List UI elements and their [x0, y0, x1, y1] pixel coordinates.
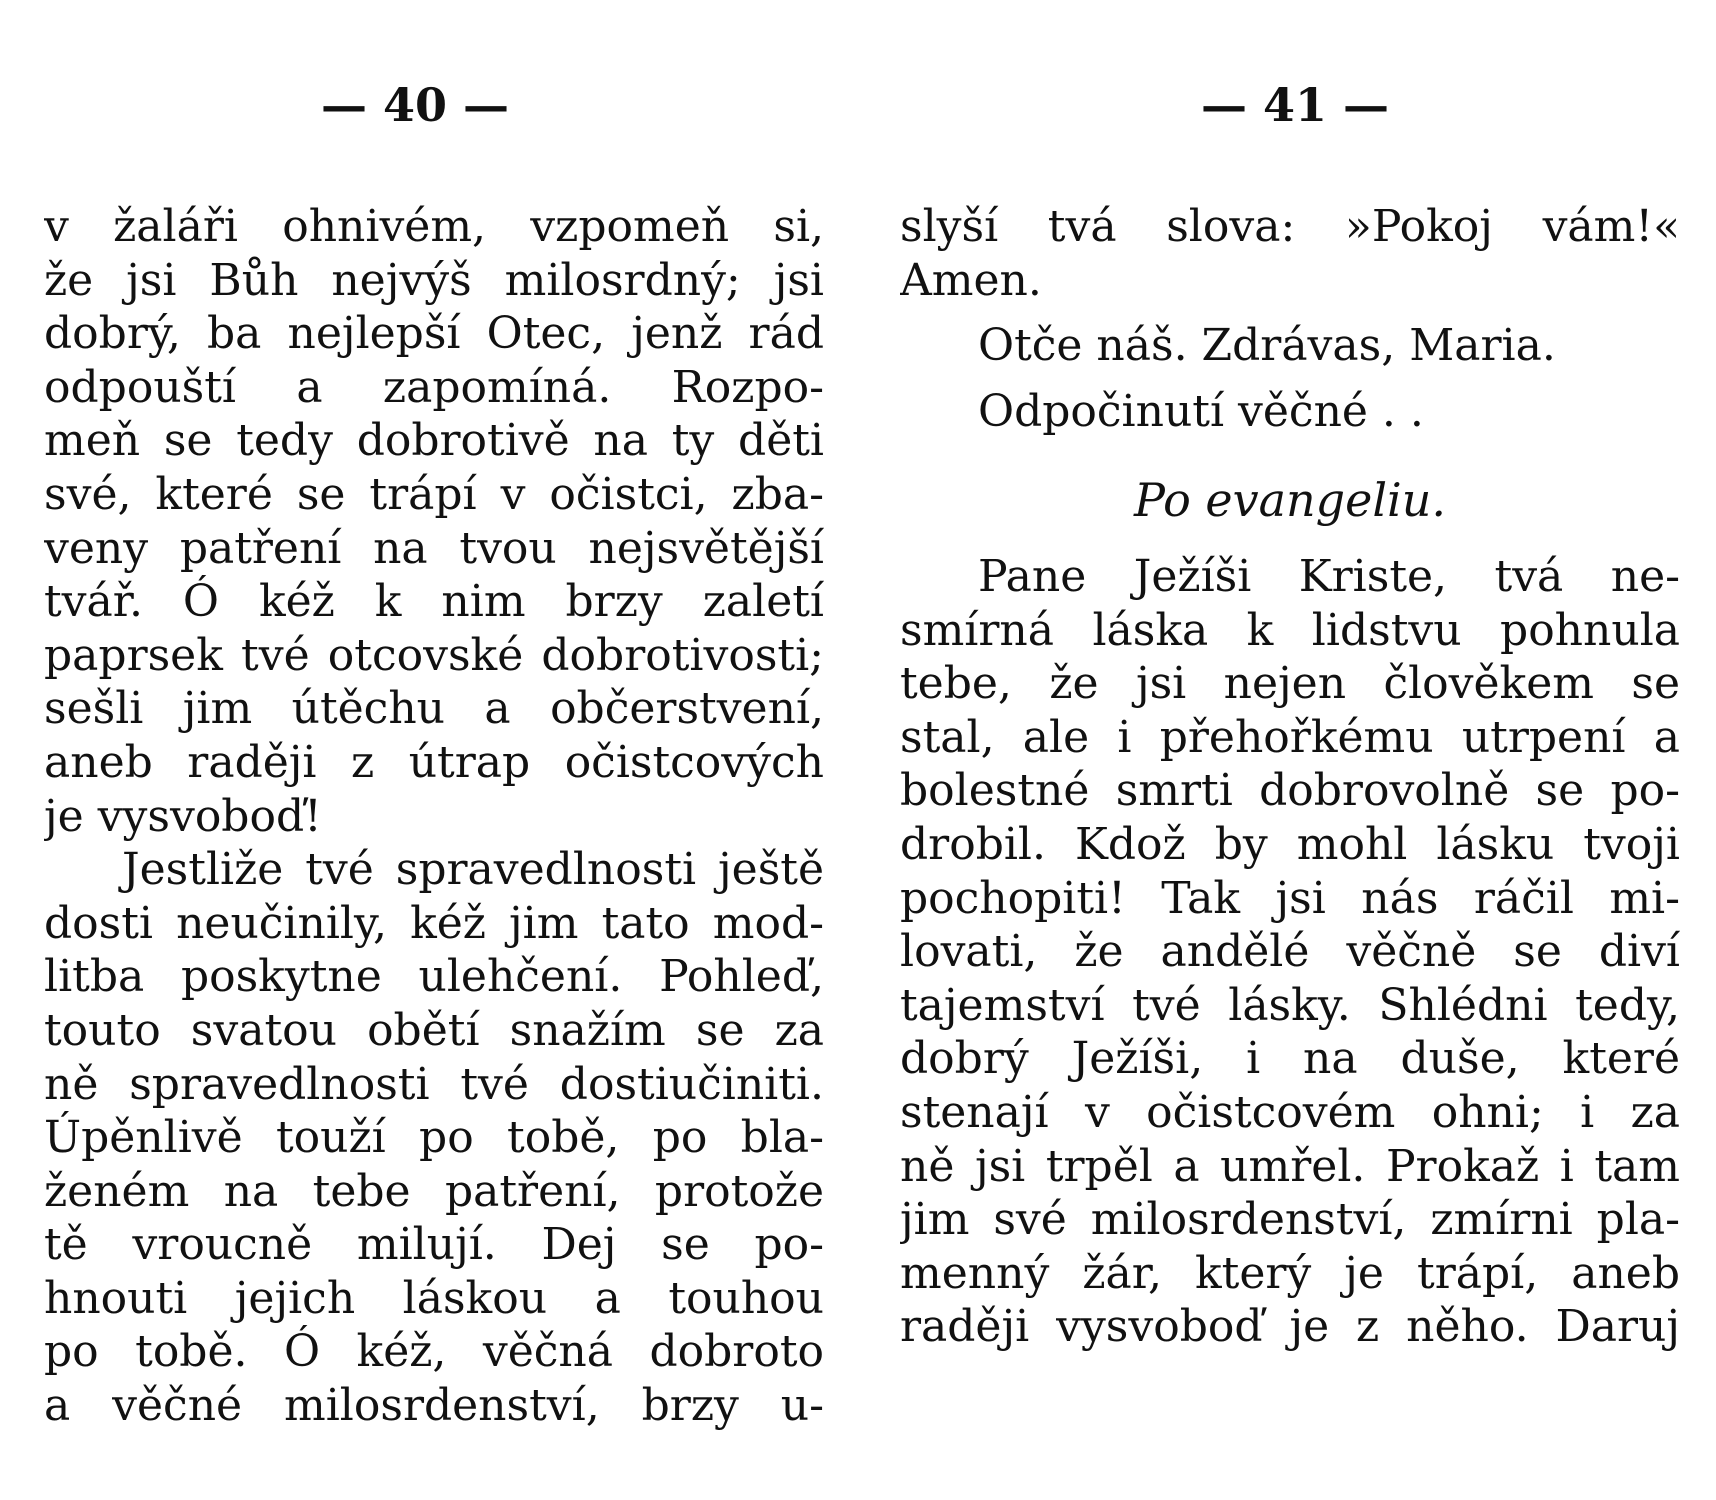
- text-line: meň se tedy dobrotivě na ty děti: [44, 415, 824, 467]
- text-line: je vysvoboď!: [44, 790, 322, 842]
- text-line: v žaláři ohnivém, vzpomeň si,: [44, 201, 824, 252]
- text-line: jim své milosrdenství, zmírni pla-: [900, 1194, 1680, 1246]
- text-line: dobrý, ba nejlepší Otec, jenž rád: [44, 308, 824, 360]
- section-heading: Po evangeliu.: [1133, 473, 1446, 528]
- text-line: po tobě. Ó kéž, věčná dobroto: [44, 1326, 824, 1378]
- text-line: aneb raději z útrap očistcových: [44, 736, 824, 788]
- text-line: lovati, že andělé věčně se diví: [900, 926, 1680, 978]
- text-line: slyší tvá slova: »Pokoj vám!«: [900, 201, 1680, 252]
- text-line: stal, ale i přehořkému utrpení a: [900, 711, 1680, 763]
- text-line: sešli jim útěchu a občerstvení,: [44, 683, 824, 735]
- text-line: paprsek tvé otcovské dobrotivosti;: [44, 629, 824, 681]
- text-line: bolestné smrti dobrovolně se po-: [900, 765, 1680, 817]
- text-line: tebe, že jsi nejen člověkem se: [900, 658, 1680, 710]
- page-number-right: — 41 —: [1200, 78, 1390, 132]
- text-line: své, které se trápí v očistci, zba-: [44, 468, 824, 520]
- text-line: smírná láska k lidstvu pohnula: [900, 604, 1680, 656]
- text-line: Jestliže tvé spravedlnosti ještě: [122, 844, 824, 896]
- text-line: pochopiti! Tak jsi nás ráčil mi-: [900, 872, 1680, 924]
- text-line: veny patření na tvou nejsvětější: [44, 522, 824, 574]
- text-line: ně spravedlnosti tvé dostiučiniti.: [44, 1058, 824, 1110]
- text-line: drobil. Kdož by mohl lásku tvoji: [900, 818, 1680, 870]
- text-line: hnouti jejich láskou a touhou: [44, 1272, 824, 1324]
- text-line: tvář. Ó kéž k nim brzy zaletí: [44, 576, 824, 628]
- text-line: menný žár, který je trápí, aneb: [900, 1247, 1680, 1299]
- left-page-text: [44, 200, 824, 1433]
- text-line: dosti neučinily, kéž jim tato mod-: [44, 897, 824, 949]
- text-line: Pane Ježíši Kriste, tvá ne-: [978, 550, 1680, 602]
- text-line: odpouští a zapomíná. Rozpo-: [44, 361, 824, 413]
- text-line: a věčné milosrdenství, brzy u-: [44, 1380, 824, 1432]
- text-line: tě vroucně milují. Dej se po-: [44, 1219, 824, 1271]
- text-line: stenají v očistcovém ohni; i za: [900, 1086, 1680, 1138]
- text-line: tajemství tvé lásky. Shlédni tedy,: [900, 979, 1680, 1031]
- prayer-line: Otče náš. Zdrávas, Maria.: [978, 320, 1556, 372]
- text-line: ně jsi trpěl a umřel. Prokaž i tam: [900, 1140, 1680, 1192]
- text-line: touto svatou obětí snažím se za: [44, 1004, 824, 1056]
- text-line: dobrý Ježíši, i na duše, které: [900, 1033, 1680, 1085]
- text-line: raději vysvoboď je z něho. Daruj: [900, 1301, 1680, 1353]
- text-line: Úpěnlivě touží po tobě, po bla-: [44, 1112, 824, 1164]
- right-page-text: [900, 200, 1680, 1354]
- prayer-line: Odpočinutí věčné . .: [978, 385, 1424, 437]
- text-line: litba poskytne ulehčení. Pohleď,: [44, 951, 824, 1003]
- text-line: Amen.: [900, 254, 1042, 306]
- page-number-left: — 40 —: [320, 78, 510, 132]
- text-line: že jsi Bůh nejvýš milosrdný; jsi: [44, 254, 824, 306]
- text-line: ženém na tebe patření, protože: [44, 1165, 824, 1217]
